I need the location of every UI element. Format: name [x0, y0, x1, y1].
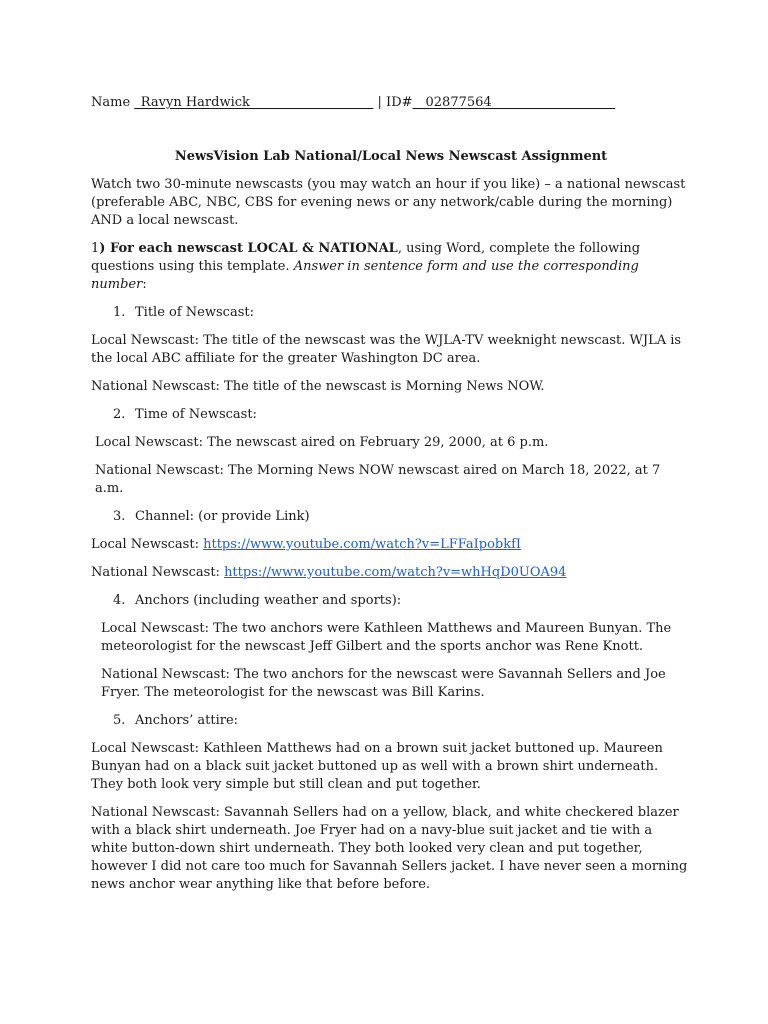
- q1-national-answer: National Newscast: The title of the newscast is Morning News NOW.: [91, 379, 545, 394]
- q4-local-answer: Local Newscast: The two anchors were Kathleen Matthews and Maureen Bunyan. The meteorologist for the newscast Jeff Gilbert and the sports anchor was Rene Knott.: [101, 621, 672, 654]
- question-4: [91, 592, 691, 610]
- question-label: Time of Newscast:: [135, 407, 257, 422]
- q2-local-answer: Local Newscast: The newscast aired on February 29, 2000, at 6 p.m.: [95, 435, 549, 450]
- assignment-title: NewsVision Lab National/Local News Newscast Assignment: [174, 149, 608, 164]
- question-label: Anchors’ attire:: [135, 713, 239, 728]
- name-value: _Ravyn Hardwick___________________: [134, 95, 374, 110]
- instruction-prefix: 1: [91, 241, 100, 256]
- question-number: 5.: [113, 713, 126, 728]
- q3-local-answer: [91, 536, 691, 554]
- question-number: 4.: [113, 593, 126, 608]
- q4-national-answer: National Newscast: The two anchors for the newscast were Savannah Sellers and Joe Fryer. The meteorologist for the newscast was Bill Karins.: [101, 667, 666, 700]
- document-page: [91, 86, 691, 904]
- question-5: [91, 712, 691, 730]
- question-label: Title of Newscast:: [135, 305, 254, 320]
- id-value: __02877564___________________: [412, 95, 616, 110]
- question-number: 2.: [113, 407, 126, 422]
- question-label: Anchors (including weather and sports):: [135, 593, 402, 608]
- intro-paragraph: Watch two 30-minute newscasts (you may watch an hour if you like) – a national newscast (preferable ABC, NBC, CBS for evening news or any network/cable during the morning) AND a local newscast.: [91, 177, 686, 228]
- name-id-line: [91, 94, 691, 112]
- instruction-suffix: :: [142, 277, 147, 292]
- question-number: 1.: [113, 305, 126, 320]
- national-link-label: National Newscast:: [91, 565, 225, 580]
- instruction-rest: , using Word, complete the following questions using this template.: [91, 241, 641, 274]
- q5-local-answer: Local Newscast: Kathleen Matthews had on a brown suit jacket buttoned up. Maureen Bunyan had on a black suit jacket buttoned up as well with a brown shirt underneath. They both look very simple but still clean and put together.: [91, 741, 663, 792]
- local-link-label: Local Newscast:: [91, 537, 204, 552]
- q1-local-answer: Local Newscast: The title of the newscast was the WJLA-TV weeknight newscast. WJLA is the local ABC affiliate for the greater Washington DC area.: [91, 333, 682, 366]
- instruction-italic: Answer in sentence form and use the corresponding number: [91, 259, 639, 292]
- q2-national-answer: National Newscast: The Morning News NOW newscast aired on March 18, 2022, at 7 a.m.: [95, 463, 661, 496]
- question-label: Channel: (or provide Link): [135, 509, 310, 524]
- instruction-bold: ) For each newscast LOCAL & NATIONAL: [99, 241, 398, 256]
- instruction-paragraph: [91, 240, 691, 294]
- id-label: | ID#: [377, 95, 413, 110]
- question-3: [91, 508, 691, 526]
- q3-national-answer: [91, 564, 691, 582]
- q5-national-answer: National Newscast: Savannah Sellers had on a yellow, black, and white checkered blazer with a black shirt underneath. Joe Fryer had on a navy-blue suit jacket and tie with a white button-down shirt underneath. They both looked very clean and put together, however I did not care too much for Savannah Sellers jacket. I have never seen a morning news anchor wear anything like that before before.: [91, 805, 688, 892]
- question-number: 3.: [113, 509, 126, 524]
- name-label: Name: [91, 95, 131, 110]
- national-newscast-link[interactable]: https://www.youtube.com/watch?v=whHqD0UOA94: [224, 565, 567, 580]
- local-newscast-link[interactable]: https://www.youtube.com/watch?v=LFFaIpobkfI: [203, 537, 522, 552]
- question-1: [91, 304, 691, 322]
- question-2: [91, 406, 691, 424]
